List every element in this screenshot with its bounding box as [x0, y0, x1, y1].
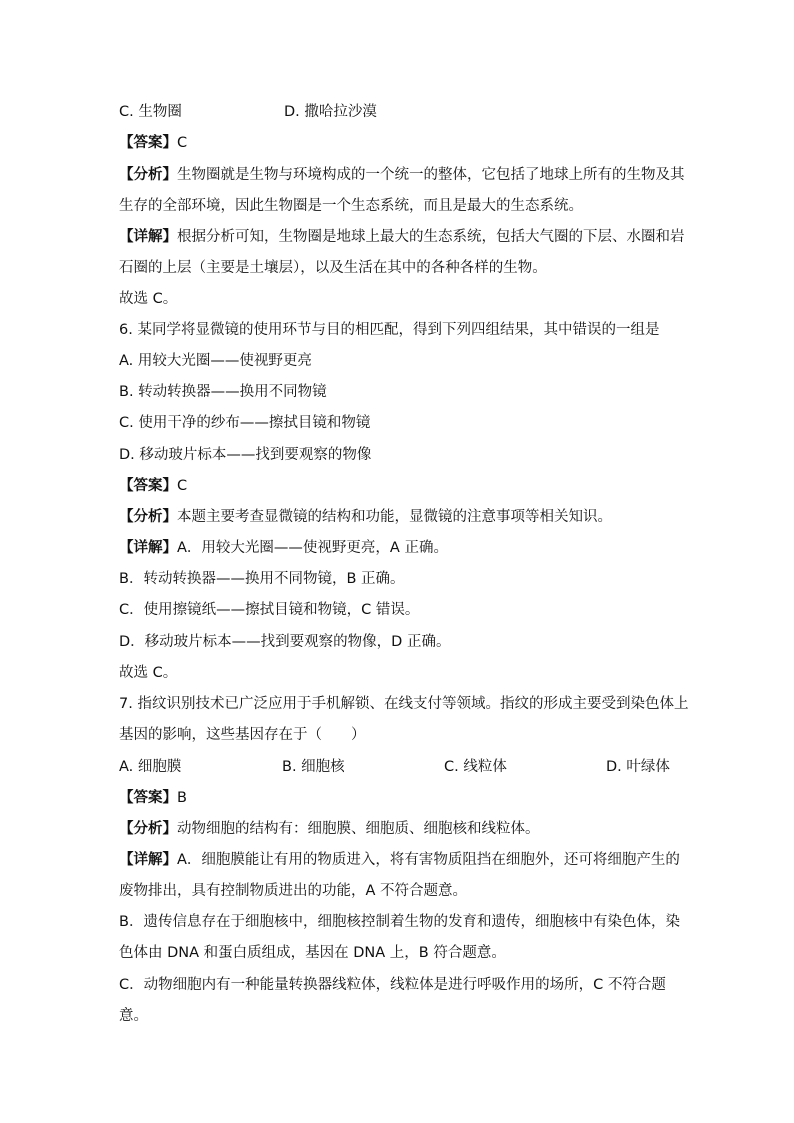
q6-analysis	[119, 507, 674, 527]
q5-analysis-line-2: 生存的全部环境，因此生物圈是一个生态系统，而且是最大的生态系统。	[119, 198, 583, 214]
q7-option-b: B. 细胞核	[282, 759, 345, 775]
q7-stem-line-1: 7. 指纹识别技术已广泛应用于手机解锁、在线支付等领域。指纹的形成主要受到染色体上	[119, 696, 689, 712]
q5-option-c: C. 生物圈	[119, 104, 182, 120]
q7-option-d: D. 叶绿体	[606, 759, 670, 775]
q7-answer	[119, 788, 674, 808]
detail-tag: 【详解】	[119, 852, 177, 868]
q7-detail-a-line-1	[119, 850, 680, 870]
q6-detail-a	[119, 538, 674, 558]
analysis-text: 生物圈就是生物与环境构成的一个统一的整体，它包括了地球上所有的生物及其	[177, 167, 685, 183]
detail-text: 根据分析可知，生物圈是地球上最大的生态系统，包括大气圈的下层、水圈和岩	[177, 229, 685, 245]
q6-option-a: A. 用较大光圈——使视野更亮	[119, 353, 312, 369]
answer-value: B	[177, 790, 187, 806]
q6-answer	[119, 476, 674, 496]
detail-tag: 【详解】	[119, 229, 177, 245]
q5-choose: 故选 C。	[119, 291, 178, 307]
q6-option-d: D. 移动玻片标本——找到要观察的物像	[119, 447, 372, 463]
q7-detail-b-line-2: 色体由 DNA 和蛋白质组成，基因在 DNA 上，B 符合题意。	[119, 945, 506, 961]
q6-choose: 故选 C。	[119, 665, 178, 681]
q5-option-d: D. 撒哈拉沙漠	[284, 104, 377, 120]
q7-analysis	[119, 819, 674, 839]
q5-answer	[119, 133, 674, 153]
q6-stem: 6. 某同学将显微镜的使用环节与目的相匹配，得到下列四组结果，其中错误的一组是	[119, 322, 660, 338]
q7-detail-c-line-2: 意。	[119, 1008, 148, 1024]
q7-option-c: C. 线粒体	[444, 759, 507, 775]
q6-option-b: B. 转动转换器——换用不同物镜	[119, 384, 327, 400]
q6-detail-c: C．使用擦镜纸——擦拭目镜和物镜，C 错误。	[119, 602, 420, 618]
q7-option-a: A. 细胞膜	[119, 759, 182, 775]
answer-tag: 【答案】	[119, 135, 177, 151]
analysis-tag: 【分析】	[119, 509, 177, 525]
detail-text: A．用较大光圈——使视野更亮，A 正确。	[177, 540, 448, 556]
q7-detail-b-line-1: B．遗传信息存在于细胞核中，细胞核控制着生物的发育和遗传，细胞核中有染色体，染	[119, 914, 680, 930]
answer-value: C	[177, 478, 188, 494]
q5-detail-line-2: 石圈的上层（主要是土壤层），以及生活在其中的各种各样的生物。	[119, 260, 547, 276]
q7-stem-line-2: 基因的影响，这些基因存在于（ ）	[119, 727, 366, 743]
answer-tag: 【答案】	[119, 790, 177, 806]
q7-detail-c-line-1: C．动物细胞内有一种能量转换器线粒体，线粒体是进行呼吸作用的场所，C 不符合题	[119, 977, 666, 993]
q6-detail-b: B．转动转换器——换用不同物镜，B 正确。	[119, 571, 405, 587]
analysis-text: 动物细胞的结构有：细胞膜、细胞质、细胞核和线粒体。	[177, 821, 540, 837]
q5-analysis-line-1	[119, 165, 685, 185]
q6-option-c: C. 使用干净的纱布——擦拭目镜和物镜	[119, 415, 371, 431]
analysis-text: 本题主要考查显微镜的结构和功能，显微镜的注意事项等相关知识。	[177, 509, 612, 525]
detail-text: A．细胞膜能让有用的物质进入，将有害物质阻挡在细胞外，还可将细胞产生的	[177, 852, 680, 868]
q7-detail-a-line-2: 废物排出，具有控制物质进出的功能，A 不符合题意。	[119, 883, 468, 899]
detail-tag: 【详解】	[119, 540, 177, 556]
q6-detail-d: D．移动玻片标本——找到要观察的物像，D 正确。	[119, 634, 451, 650]
analysis-tag: 【分析】	[119, 167, 177, 183]
answer-value: C	[177, 135, 188, 151]
analysis-tag: 【分析】	[119, 821, 177, 837]
answer-tag: 【答案】	[119, 478, 177, 494]
q5-detail-line-1	[119, 227, 685, 247]
